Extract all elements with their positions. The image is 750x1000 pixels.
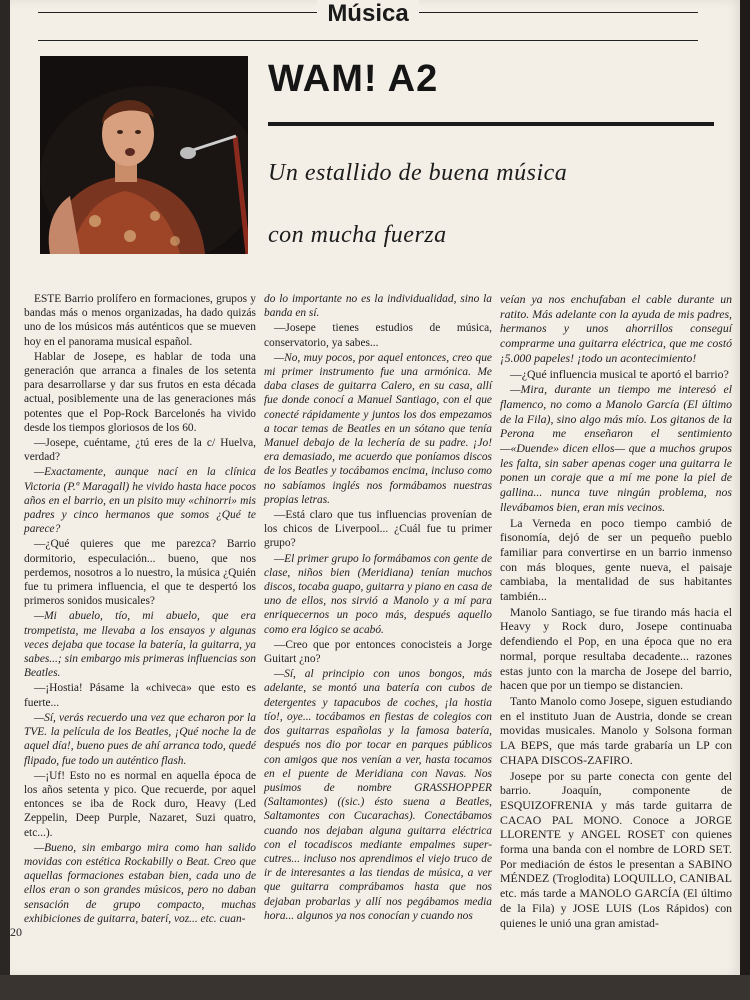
section-title-text: Música: [317, 0, 418, 27]
background-edge: [740, 0, 750, 1000]
paragraph: Josepe por su parte conecta con gente del barrio. Joaquín, componente de ESQUIZOFRENIA y más tarde guitarra de CACAO PAL MONO. Conoce a JORGE LLORENTE y ANGEL ROSET con quienes forma una banda con el nombre de LORD SET. Por mediación de éstos le presentan a SABINO MÉNDEZ (Troglodita) LOQUILLO, CANIBAL etc. más tarde a MANOLO GARCÍA (El último de la Fila) y JOSE LUIS (Los Rápidos) con quienes le unió una gran amistad-: [500, 768, 732, 930]
paragraph: veían ya nos enchufaban el cable durante un ratito. Más adelante con la ayuda de mis padres, hermanos y unos ahorrillos conseguí comprarme una guitarra eléctrica, que me costó ¡5.000 papeles! ¡todo un acontecimiento!: [500, 292, 732, 365]
page-number: 20: [10, 925, 22, 939]
musician-photo: [40, 56, 248, 254]
paragraph: —Josepe tienes estudios de música, conservatorio, ya sabes...: [264, 322, 492, 349]
article-column-1: [24, 292, 256, 927]
paragraph: —Exactamente, aunque nací en la clínica Victoria (P.º Maragall) he vivido hasta hace pocos años en el barrio, en un pisito muy «chinorri» mis padres y cinco hermanos que somos ¿Qué te parece?: [24, 466, 256, 536]
paragraph: Manolo Santiago, se fue tirando más hacia el Heavy y Rock duro, Josepe continuaba defendiendo el Pop, en una época que no era normal, porque resultaba decadente... razones estas junto con la marcha de Josepe del barrio, hacen que por un tiempo se distancien.: [500, 604, 732, 693]
paragraph: Hablar de Josepe, es hablar de toda una generación que arranca a finales de los setenta para desarrollarse y dar sus frutos en esta década actual, posiblemente una de las generaciones más potentes que el Pop-Rock Barcelonés ha vivido desde los tiempos gloriosos de los 60.: [24, 350, 256, 434]
paragraph: —¡Hostia! Pásame la «chiveca» que esto es fuerte...: [24, 682, 256, 709]
paragraph: —Bueno, sin embargo mira como han salido movidas con estética Rockabilly o Beat. Creo que aquellas formaciones estaban bien, cada uno de ellos eran o son grandes músicos, pero no daban sensación de grupo compacto, muchas exhibiciones de guitarra, baterí, voz... etc. cuan-: [24, 841, 256, 925]
article-column-2: [264, 292, 492, 924]
paragraph: —Mira, durante un tiempo me interesó el flamenco, no como a Manolo García (El último de la Fila), sino algo más mío. Los gitanos de la Perona me enseñaron el sentimiento —«Duende» dicen ellos— que a muchos grupos les falta, sin saber apenas coger una guitarra le ponen un coraje que a mí me pone la piel de gallina... nunca tuve ningún problema, nos llevábamos bien, eran mis vecinos.: [500, 382, 732, 514]
article-headline: WAM! A2: [268, 58, 439, 100]
paragraph: —Creo que por entonces conocisteis a Jorge Guitart ¿no?: [264, 638, 492, 666]
paragraph: —Mi abuelo, tío, mi abuelo, que era trompetista, me llevaba a los ensayos y algunas veces dejaba que tocase la batería, la guitarra, ya sabes...; sin embargo mis primeras influencias son Beatles.: [24, 610, 256, 680]
background-bottom: [0, 975, 750, 1000]
paragraph: Tanto Manolo como Josepe, siguen estudiando en el instituto Juan de Austria, donde se crean movidas musicales. Manolo y Solsona forman LA BEPS, que más tarde grabaría un LP con CHAPA DISCOS-ZAFIRO.: [500, 693, 732, 767]
article-column-3: [500, 292, 732, 931]
article-subtitle-line2: con mucha fuerza: [268, 222, 447, 248]
magazine-page: [10, 0, 742, 975]
paragraph: —Josepe, cuéntame, ¿tú eres de la c/ Huelva, verdad?: [24, 437, 256, 464]
paragraph: —El primer grupo lo formábamos con gente de clase, niños bien (Meridiana) tenían muchos discos, tocaba guapo, guitarra y piano en casa de uno de ellos, nos sirvió a Manolo y a mí para enriquecernos un poco más, después aquello como era lógico se acabó.: [264, 552, 492, 636]
musician-illustration: [40, 56, 248, 254]
paragraph: ESTE Barrio prolífero en formaciones, grupos y bandas más o menos organizadas, ha dado quizás uno de los músicos más auténticos que se mueven hoy en el panorama musical español.: [24, 293, 256, 348]
header-rule-bottom: [38, 40, 698, 41]
paragraph: do lo importante no es la individualidad, sino la banda en sí.: [264, 293, 492, 320]
paragraph: La Verneda en poco tiempo cambió de fisonomía, dejó de ser un pequeño pueblo familiar para convertirse en un barrio inmenso con más bloques, gente nueva, el paisaje cambiaba, la mentalidad de sus habitantes también...: [500, 515, 732, 604]
paragraph: —¿Qué quieres que me parezca? Barrio dormitorio, especulación... bueno, que nos perdemos, nosotros a lo nuestro, la música ¿Quién fue tu primera influencia, el que te despertó los primeros sonidos musicales?: [24, 538, 256, 608]
article-subtitle-line1: Un estallido de buena música: [268, 160, 568, 186]
paragraph: —¡Uf! Esto no es normal en aquella época de los años setenta y pico. Que recuerde, por aquel entonces se iba de Rock duro, Heavy (Led Zeppelin, Deep Purple, Nazaret, Suzi quatro, etc...).: [24, 769, 256, 839]
paragraph: —Está claro que tus influencias provenían de los chicos de Liverpool... ¿Cuál fue tu primer grupo?: [264, 509, 492, 550]
paragraph: —¿Qué influencia musical te aportó el barrio?: [510, 366, 729, 381]
paragraph: —Sí, verás recuerdo una vez que echaron por la TVE. la película de los Beatles, ¡Qué noche la de aquel día!, bueno pues de ahí arranca todo, quedé flipado, fue todo un auténtico flash.: [24, 711, 256, 767]
paragraph: —Sí, al principio con unos bongos, más adelante, se montó una batería con cubos de detergentes y tapacubos de coches, ¡la hostia tío!, oye... tocábamos en fiestas de colegios con dos guitarras españolas y la famosa batería, después nos dio por tocar en parques públicos con amigos que nos venían a ver, hasta tocamos en el puente de Meridiana con Navas. Nos pusimos de nombre GRASSHOPPER (Saltamontes) ((sic.) ésto suena a Beatles, Saltamontes con Cucarachas). Conectábamos cuando nos dejaban alguna guitarra eléctrica con el tocadiscos mediante empalmes super-cutres... incluso nos aprendimos el viejo truco de ir de interesantes a las tiendas de música, a ver que guitarra comprábamos hasta que nos dejaban probarlas y allí nos pegábamos media hora... algunos ya nos conocían y cuando nos: [264, 668, 492, 922]
paragraph: —No, muy pocos, por aquel entonces, creo que mi primer instrumento fue una armónica. Me daba clases de guitarra Calero, en su casa, allí fue donde conocí a Manuel Santiago, con el que conecté rápidamente y juntos los dos empezamos a tocar temas de Beatles en un sótano que tenía Manuel debajo de la lechería de su padre. ¡Jo! era demasiado, me acuerdo que poníamos discos de los Beatles y tocábamos encima, incluso como no sabíamos inglés nos formábamos nuestras propias letras.: [264, 351, 492, 506]
headline-rule: [268, 122, 714, 126]
section-title: [38, 0, 698, 28]
